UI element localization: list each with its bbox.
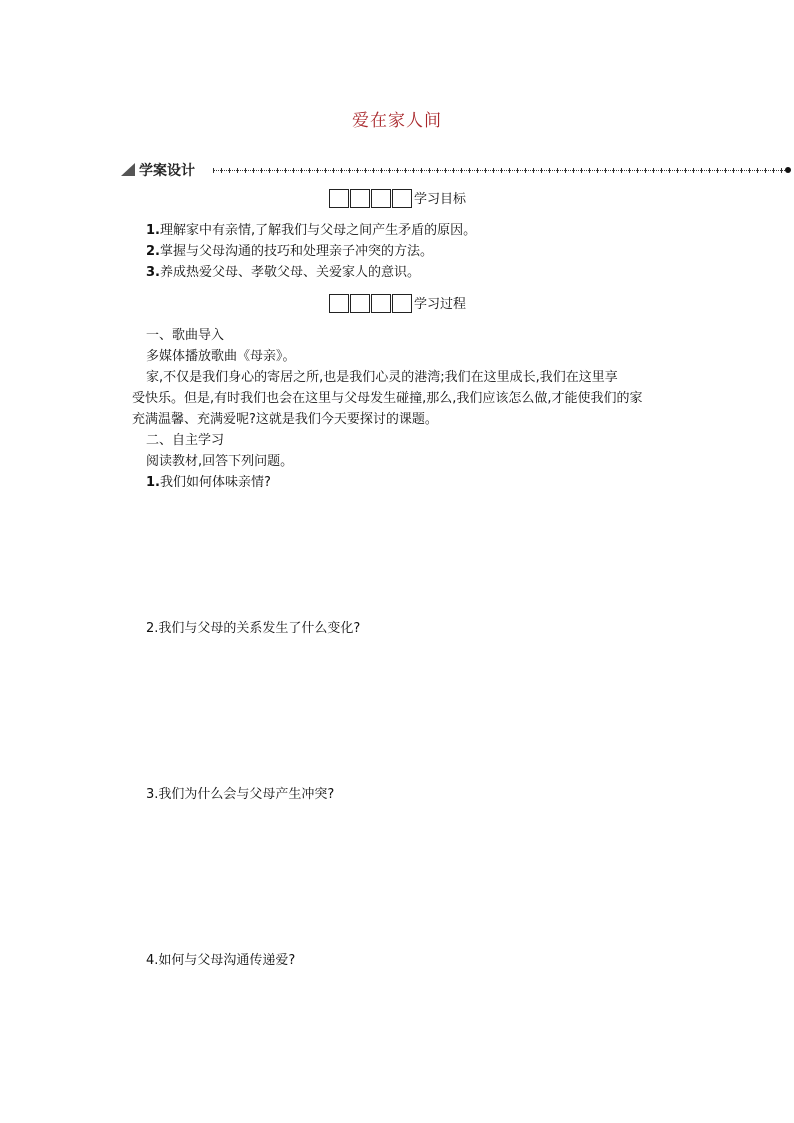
goal-number: 3. <box>146 265 160 280</box>
intro-paragraph-line: 家,不仅是我们身心的寄居之所,也是我们心灵的港湾;我们在这里成长,我们在这里享 <box>146 370 618 385</box>
goals-heading <box>329 189 466 209</box>
question-number: 1. <box>146 475 160 490</box>
question-number: 2. <box>146 621 159 636</box>
goal-number: 2. <box>146 244 160 259</box>
question-text: 我们如何体味亲情? <box>159 475 271 490</box>
process-heading <box>329 294 466 314</box>
page-title: 爱在家人间 <box>352 111 442 131</box>
question-text: 我们为什么会与父母产生冲突? <box>158 787 335 802</box>
question-number: 3. <box>146 787 159 802</box>
heading-box <box>392 294 412 313</box>
part1-line: 多媒体播放歌曲《母亲》。 <box>146 349 296 364</box>
part1-heading: 一、歌曲导入 <box>146 328 225 343</box>
triangle-icon <box>121 163 135 176</box>
goal-number: 1. <box>146 223 160 238</box>
goal-text: 养成热爱父母、孝敬父母、关爱家人的意识。 <box>159 265 420 280</box>
goal-text: 掌握与父母沟通的技巧和处理亲子冲突的方法。 <box>159 244 433 259</box>
section-header <box>121 160 791 180</box>
question-item <box>146 472 271 493</box>
heading-box <box>350 189 370 208</box>
goals-heading-text: 学习目标 <box>414 192 467 207</box>
section-label: 学案设计 <box>139 163 195 179</box>
rule-end-dot <box>785 167 791 173</box>
question-text: 我们与父母的关系发生了什么变化? <box>158 621 361 636</box>
heading-box <box>371 189 391 208</box>
goal-item <box>146 241 433 262</box>
dotted-rule <box>213 170 785 171</box>
heading-box <box>329 294 349 313</box>
question-item <box>146 618 360 639</box>
part2-heading: 二、自主学习 <box>146 433 225 448</box>
intro-paragraph-line: 受快乐。但是,有时我们也会在这里与父母发生碰撞,那么,我们应该怎么做,才能使我们的家 <box>132 391 643 406</box>
question-item <box>146 784 334 805</box>
heading-box <box>350 294 370 313</box>
heading-box <box>371 294 391 313</box>
question-number: 4. <box>146 953 159 968</box>
question-text: 如何与父母沟通传递爱? <box>158 953 296 968</box>
question-item <box>146 950 295 971</box>
intro-paragraph-line: 充满温馨、充满爱呢?这就是我们今天要探讨的课题。 <box>132 412 438 427</box>
goal-item <box>146 262 420 283</box>
goal-item <box>146 220 476 241</box>
goal-text: 理解家中有亲情,了解我们与父母之间产生矛盾的原因。 <box>159 223 477 238</box>
heading-box <box>329 189 349 208</box>
part2-line: 阅读教材,回答下列问题。 <box>146 454 294 469</box>
heading-box <box>392 189 412 208</box>
process-heading-text: 学习过程 <box>414 297 467 312</box>
